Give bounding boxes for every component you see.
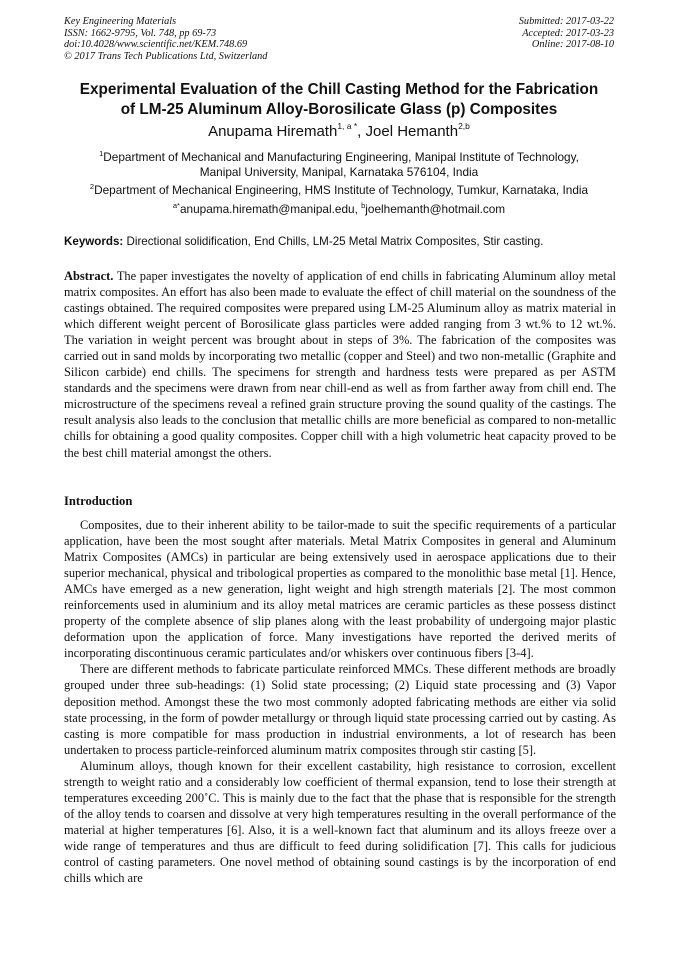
paragraph: There are different methods to fabricate particulate reinforced MMCs. These different methods are broadly grouped under three sub-headings: (1) Solid state processing; (2) Liquid state processing and (3) Vapor deposition method. Amongst these the two most commonly adopted fabricating methods are either via solid state processing, in the form of powder metallurgy or through liquid state processing carried out by casting. As casting is more compatible for mass production in industrial environments, a lot of research has been undertaken to process particle-reinforced aluminum matrix composites through stir casting [5].: [64, 662, 616, 757]
journal-doi: doi:10.4028/www.scientific.net/KEM.748.69: [64, 39, 248, 51]
section-heading-introduction: Introduction: [64, 494, 133, 508]
author-emails: [40, 202, 638, 217]
affiliation-text: Department of Mechanical Engineering, HMS Institute of Technology, Tumkur, Karnataka, India: [94, 183, 589, 197]
title-line-2: of LM-25 Aluminum Alloy-Borosilicate Glass (p) Composites: [120, 100, 558, 118]
paragraph: Composites, due to their inherent ability to be tailor-made to suit the specific requirements of a particular application, have been the most sought after materials. Metal Matrix Composites in general and Aluminum Matrix Composites (AMCs) in particular are being extensively used in aerospace applications due to their superior mechanical, physical and tribological properties as compared to the monolithic base metal [1]. Hence, AMCs have emerged as a new generation, light weight and high strength materials [2]. The most common reinforcements used in aluminium and its alloy metal matrices are ceramic particles as these possess distinct property of the complete absence of slip planes along with the least probability of undergoing major plastic deformation upon the application of force. Many investigations have reported the derived merits of incorporating discontinuous ceramic particulates and/or whiskers over continuous fibers [3-4].: [64, 518, 616, 661]
author-separator: ,: [357, 123, 366, 140]
affiliation-2: [40, 183, 638, 198]
affiliation-mark: 2: [89, 182, 95, 191]
abstract-text: The paper investigates the novelty of application of end chills in fabricating Aluminum alloy metal matrix composites. An effort has also been made to evaluate the effect of chill material on the soundness of the castings obtained. The required composites were prepared using LM-25 Aluminum alloy as matrix material in which different weight percent of Borosilicate glass particles were added ranging from 3 wt.% to 12 wt.%. The variation in weight percent was brought about in steps of 3%. The fabrication of the composites was carried out in sand molds by incorporating two metallic (copper and Steel) and two non-metallic (Graphite and Silicon carbide) end chills. The specimens for strength and hardness tests were prepared as per ASTM standards and the specimens were drawn from near chill-end as well as from farther away from chill end. The microstructure of the specimens reveal a refined grain structure proving the sound quality of the castings. The result analysis also leads to the conclusion that metallic chills are more beneficial as compared to non-metallic chills for obtaining a good quality composites. Copper chill with a high volumetric heat capacity proved to be the best chill material amongst the others.: [64, 269, 616, 460]
author-name: Anupama Hiremath: [208, 123, 338, 140]
author-affiliation-mark: 2,b: [458, 121, 470, 131]
introduction-body: [64, 517, 616, 886]
date-submitted: Submitted: 2017-03-22: [518, 16, 614, 27]
paragraph: Aluminum alloys, though known for their excellent castability, high resistance to corrosion, excellent strength to weight ratio and a considerably low coefficient of thermal expansion, tend to lose their strength at temperatures exceeding 200˚C. This is mainly due to the fact that the phase that is responsible for the strength of the alloy tends to coarsen and dissolve at very high temperatures resulting in the overall performance of the material at higher temperatures [6]. Also, it is a well-known fact that aluminum and its alloys freeze over a wide range of temperatures and thus are difficult to feed during solidification [7]. This calls for judicious control of casting parameters. One novel method of obtaining sound castings is by the incorporation of end chills which are: [64, 758, 616, 886]
paper-title: [50, 80, 628, 119]
abstract-label: Abstract.: [64, 269, 114, 283]
affiliation-text: Department of Mechanical and Manufacturing Engineering, Manipal Institute of Technology,: [103, 150, 579, 164]
author-name: Joel Hemanth: [365, 123, 459, 140]
email-mark: b: [361, 201, 366, 210]
email-mark: a*: [172, 201, 180, 210]
author-affiliation-mark: 1, a *: [337, 121, 358, 131]
title-line-1: Experimental Evaluation of the Chill Casting Method for the Fabrication: [79, 81, 599, 98]
journal-issn: ISSN: 1662-9795, Vol. 748, pp 69-73: [64, 27, 217, 39]
affiliation-mark: 1: [99, 149, 104, 158]
journal-info: [64, 16, 267, 62]
journal-name: Key Engineering Materials: [64, 16, 177, 27]
keywords-label: Keywords:: [64, 235, 124, 248]
affiliation-text: Manipal University, Manipal, Karnataka 576104, India: [199, 165, 479, 180]
submission-dates: [519, 16, 614, 51]
abstract: [64, 268, 616, 461]
journal-copyright: © 2017 Trans Tech Publications Ltd, Switzerland: [64, 50, 268, 62]
keywords-text: Directional solidification, End Chills, LM-25 Metal Matrix Composites, Stir casting.: [123, 235, 544, 248]
email-address: anupama.hiremath@manipal.edu,: [179, 202, 362, 216]
affiliation-1: [40, 150, 638, 180]
email-address: joelhemanth@hotmail.com: [365, 202, 506, 216]
author-list: [40, 122, 638, 141]
keywords: [64, 235, 616, 249]
date-online: Online: 2017-08-10: [531, 39, 614, 51]
date-accepted: Accepted: 2017-03-23: [522, 27, 614, 39]
